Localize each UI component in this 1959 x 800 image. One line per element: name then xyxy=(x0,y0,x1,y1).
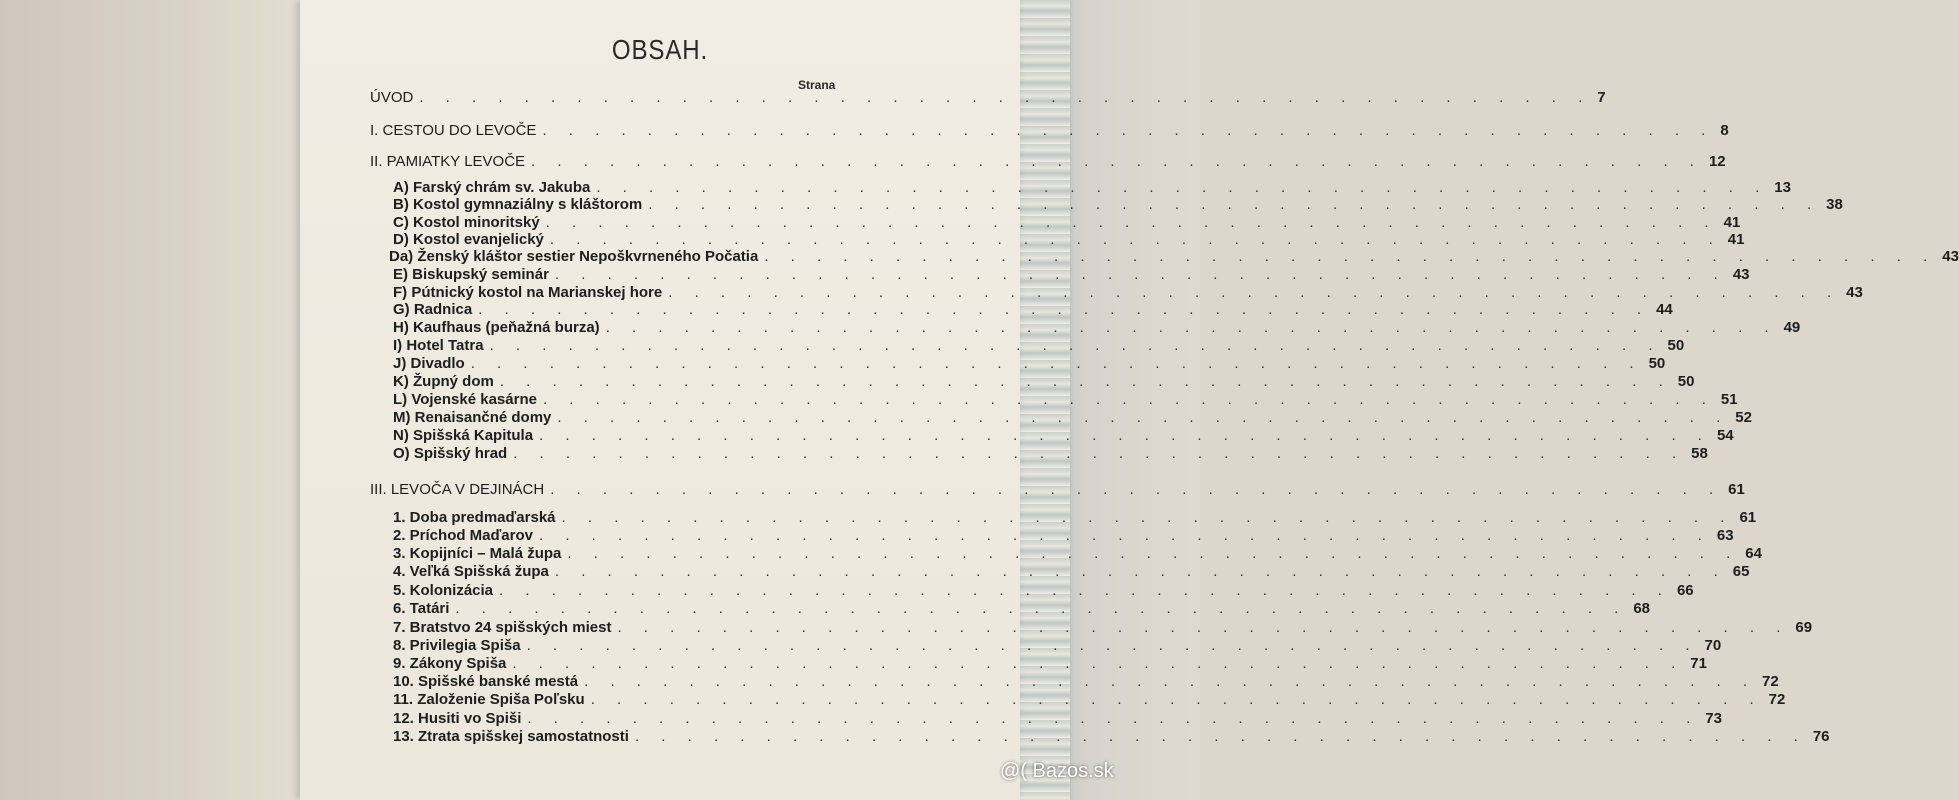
toc-page-number: 64 xyxy=(1745,545,1762,562)
toc-section-row xyxy=(370,153,1726,171)
toc-page-number: 69 xyxy=(1795,619,1813,636)
leader-dots: . . . . . . . . . . . . . . . . . . . . . . . . . . . . . . . . . . . . . . . . . . . . . xyxy=(764,248,1937,265)
toc-page-number: 63 xyxy=(1716,527,1734,544)
leader-dots: . . . . . . . . . . . . . . . . . . . . . . . . . . . . . . . . . . . . . . . . . . . . . xyxy=(499,582,1671,599)
leader-dots: . . . . . . . . . . . . . . . . . . . . . . . . . . . . . . . . . . . . . . . . . . . . . xyxy=(550,481,1723,498)
leader-dots: . . . . . . . . . . . . . . . . . . . . . . . . . . . . . . . . . . . . . . . . . . . . . xyxy=(561,509,1734,526)
toc-entry-row xyxy=(393,545,1762,563)
leader-dots: . . . . . . . . . . . . . . . . . . . . . . . . . . . . . . . . . . . . . . . . . . . . . xyxy=(605,319,1778,336)
leader-dots: . . . . . . . . . . . . . . . . . . . . . . . . . . . . . . . . . . . . . . . . . . . . . xyxy=(419,89,1592,106)
toc-page-number: 7 xyxy=(1597,89,1606,106)
toc-entry-row xyxy=(393,196,1843,214)
toc-entry-title: 3. Kopijníci – Malá župa xyxy=(393,545,562,562)
toc-entry-row xyxy=(393,337,1685,355)
leader-dots: . . . . . . . . . . . . . . . . . . . . . . . . . . . . . . . . . . . . . . . . . . . . . xyxy=(590,691,1763,708)
toc-entry-row xyxy=(393,231,1745,249)
leader-dots: . . . . . . . . . . . . . . . . . . . . . . . . . . . . . . . . . . . . . . . . . . . . . xyxy=(557,409,1730,426)
toc-entry-row xyxy=(393,179,1791,197)
toc-entry-row xyxy=(393,710,1722,728)
toc-page-number: 66 xyxy=(1676,582,1694,599)
toc-page-number: 72 xyxy=(1768,691,1786,708)
toc-entry-title: L) Vojenské kasárne xyxy=(393,391,537,408)
leader-dots: . . . . . . . . . . . . . . . . . . . . . . . . . . . . . . . . . . . . . . . . . . . . . xyxy=(648,196,1821,213)
toc-page-number: 51 xyxy=(1720,391,1738,408)
page-title: OBSAH. xyxy=(611,34,709,65)
leader-dots: . . . . . . . . . . . . . . . . . . . . . . . . . . . . . . . . . . . . . . . . . . . . . xyxy=(455,600,1628,617)
toc-entry-title: K) Župný dom xyxy=(393,373,494,390)
toc-entry-title: G) Radnica xyxy=(393,301,473,318)
leader-dots: . . . . . . . . . . . . . . . . . . . . . . . . . . . . . . . . . . . . . . . . . . . . . xyxy=(512,655,1685,672)
leader-dots: . . . . . . . . . . . . . . . . . . . . . . . . . . . . . . . . . . . . . . . . . . . . . xyxy=(542,391,1715,408)
toc-entry-title: A) Farský chrám sv. Jakuba xyxy=(393,179,591,196)
toc-entry-title: 2. Príchod Maďarov xyxy=(393,527,533,544)
toc-entry-title: H) Kaufhaus (peňažná burza) xyxy=(393,319,600,336)
toc-entry-row xyxy=(393,355,1666,373)
toc-entry-title: J) Divadlo xyxy=(393,355,465,372)
toc-entry-row xyxy=(393,728,1830,746)
toc-entry-row xyxy=(393,445,1708,463)
toc-entry-title: 1. Doba predmaďarská xyxy=(393,509,556,526)
toc-page-number: 76 xyxy=(1812,728,1830,745)
watermark: @( Bazos.sk xyxy=(1000,760,1114,782)
left-page xyxy=(0,0,300,800)
leader-dots: . . . . . . . . . . . . . . . . . . . . . . . . . . . . . . . . . . . . . . . . . . . . . xyxy=(542,122,1715,139)
toc-section-row xyxy=(370,122,1729,140)
leader-dots: . . . . . . . . . . . . . . . . . . . . . . . . . . . . . . . . . . . . . . . . . . . . . xyxy=(478,301,1651,318)
toc-page-number: 52 xyxy=(1735,409,1752,426)
leader-dots: . . . . . . . . . . . . . . . . . . . . . . . . . . . . . . . . . . . . . . . . . . . . . xyxy=(527,710,1700,727)
toc-entry-title: I. CESTOU DO LEVOČE xyxy=(370,122,537,139)
toc-entry-title: M) Renaisančné domy xyxy=(393,409,552,426)
toc-entry-row xyxy=(393,391,1738,409)
toc-section-row xyxy=(370,89,1606,107)
toc-page-number: 8 xyxy=(1720,122,1729,139)
toc-page-number: 44 xyxy=(1656,301,1673,318)
toc-entry-row xyxy=(393,266,1750,284)
toc-entry-row xyxy=(393,427,1734,445)
leader-dots: . . . . . . . . . . . . . . . . . . . . . . . . . . . . . . . . . . . . . . . . . . . . . xyxy=(526,637,1699,654)
page-column-header: Strana xyxy=(798,78,836,92)
toc-entry-row xyxy=(393,655,1707,673)
toc-page-number: 73 xyxy=(1705,710,1722,727)
toc-entry-row xyxy=(393,373,1695,391)
leader-dots: . . . . . . . . . . . . . . . . . . . . . . . . . . . . . . . . . . . . . . . . . . . . . xyxy=(596,179,1769,196)
toc-entry-title: I) Hotel Tatra xyxy=(393,337,484,354)
toc-entry-title: 9. Zákony Spiša xyxy=(393,655,507,672)
toc-page-number: 50 xyxy=(1648,355,1666,372)
toc-page-number: 43 xyxy=(1846,284,1863,301)
toc-page-number: 54 xyxy=(1716,427,1734,444)
toc-entry-title: O) Spišský hrad xyxy=(393,445,508,462)
toc-page-number: 71 xyxy=(1690,655,1707,672)
toc-entry-row xyxy=(393,409,1752,427)
toc-page-number: 43 xyxy=(1942,248,1959,265)
toc-entry-row xyxy=(393,319,1801,337)
toc-entry-title: N) Spišská Kapitula xyxy=(393,427,534,444)
toc-page-number: 70 xyxy=(1704,637,1722,654)
leader-dots: . . . . . . . . . . . . . . . . . . . . . . . . . . . . . . . . . . . . . . . . . . . . . xyxy=(545,214,1718,231)
leader-dots: . . . . . . . . . . . . . . . . . . . . . . . . . . . . . . . . . . . . . . . . . . . . . xyxy=(539,527,1711,544)
leader-dots: . . . . . . . . . . . . . . . . . . . . . . . . . . . . . . . . . . . . . . . . . . . . . xyxy=(513,445,1686,462)
leader-dots: . . . . . . . . . . . . . . . . . . . . . . . . . . . . . . . . . . . . . . . . . . . . . xyxy=(634,728,1807,745)
toc-entry-title: D) Kostol evanjelický xyxy=(393,231,544,248)
leader-dots: . . . . . . . . . . . . . . . . . . . . . . . . . . . . . . . . . . . . . . . . . . . . . xyxy=(584,673,1757,690)
toc-entry-row xyxy=(393,637,1722,655)
toc-entry-title: E) Biskupský seminár xyxy=(393,266,549,283)
toc-entry-row xyxy=(393,509,1757,527)
leader-dots: . . . . . . . . . . . . . . . . . . . . . . . . . . . . . . . . . . . . . . . . . . . . . xyxy=(554,266,1727,283)
toc-entry-row xyxy=(393,582,1694,600)
leader-dots: . . . . . . . . . . . . . . . . . . . . . . . . . . . . . . . . . . . . . . . . . . . . . xyxy=(499,373,1672,390)
toc-entry-title: 6. Tatári xyxy=(393,600,450,617)
toc-entry-title: B) Kostol gymnaziálny s kláštorom xyxy=(393,196,643,213)
toc-entry-row xyxy=(393,600,1651,618)
leader-dots: . . . . . . . . . . . . . . . . . . . . . . . . . . . . . . . . . . . . . . . . . . . . . xyxy=(539,427,1711,444)
toc-entry-row xyxy=(393,619,1813,637)
toc-entry-title: 13. Ztrata spišskej samostatnosti xyxy=(393,728,629,745)
toc-page-number: 58 xyxy=(1691,445,1708,462)
toc-entry-title: F) Pútnický kostol na Marianskej hore xyxy=(393,284,663,301)
leader-dots: . . . . . . . . . . . . . . . . . . . . . . . . . . . . . . . . . . . . . . . . . . . . . xyxy=(567,545,1740,562)
toc-page-number: 38 xyxy=(1826,196,1843,213)
toc-page-number: 41 xyxy=(1723,214,1741,231)
leader-dots: . . . . . . . . . . . . . . . . . . . . . . . . . . . . . . . . . . . . . . . . . . . . . xyxy=(668,284,1841,301)
toc-page-number: 12 xyxy=(1708,153,1726,170)
leader-dots: . . . . . . . . . . . . . . . . . . . . . . . . . . . . . . . . . . . . . . . . . . . . . xyxy=(470,355,1643,372)
toc-entry-title: ÚVOD xyxy=(370,89,414,106)
toc-page-number: 41 xyxy=(1727,231,1745,248)
toc-section-row xyxy=(370,481,1745,499)
toc-page-number: 13 xyxy=(1774,179,1791,196)
toc-entry-row xyxy=(393,284,1863,302)
toc-entry-row xyxy=(393,673,1779,691)
toc-page-number: 68 xyxy=(1633,600,1651,617)
toc-entry-row xyxy=(393,691,1786,709)
toc-entry-row xyxy=(393,563,1750,581)
toc-entry-title: II. PAMIATKY LEVOČE xyxy=(370,153,526,170)
toc-entry-title: C) Kostol minoritský xyxy=(393,214,540,231)
toc-entry-title: 12. Husiti vo Spiši xyxy=(393,710,522,727)
toc-entry-title: 8. Privilegia Spiša xyxy=(393,637,521,654)
leader-dots: . . . . . . . . . . . . . . . . . . . . . . . . . . . . . . . . . . . . . . . . . . . . . xyxy=(489,337,1662,354)
toc-entry-row xyxy=(389,248,1959,266)
toc-entry-row xyxy=(393,301,1673,319)
toc-page-number: 49 xyxy=(1783,319,1801,336)
leader-dots: . . . . . . . . . . . . . . . . . . . . . . . . . . . . . . . . . . . . . . . . . . . . . xyxy=(549,231,1722,248)
toc-page-number: 61 xyxy=(1739,509,1757,526)
toc-entry-title: 4. Veľká Spišská župa xyxy=(393,563,549,580)
leader-dots: . . . . . . . . . . . . . . . . . . . . . . . . . . . . . . . . . . . . . . . . . . . . . xyxy=(531,153,1703,170)
toc-entry-row xyxy=(393,527,1734,545)
toc-entry-row xyxy=(393,214,1741,232)
toc-page-number: 65 xyxy=(1732,563,1750,580)
toc-entry-title: 7. Bratstvo 24 spišských miest xyxy=(393,619,612,636)
toc-entry-title: 10. Spišské banské mestá xyxy=(393,673,579,690)
toc-entry-title: III. LEVOČA V DEJINÁCH xyxy=(370,481,545,498)
toc-entry-title: Da) Ženský kláštor sestier Nepoškvrneného Počatia xyxy=(389,248,759,265)
toc-page-number: 72 xyxy=(1762,673,1779,690)
toc-entry-title: 11. Založenie Spiša Poľsku xyxy=(393,691,585,708)
toc-page-number: 50 xyxy=(1667,337,1685,354)
toc-page-number: 61 xyxy=(1728,481,1745,498)
leader-dots: . . . . . . . . . . . . . . . . . . . . . . . . . . . . . . . . . . . . . . . . . . . . . xyxy=(617,619,1790,636)
toc-page-number: 43 xyxy=(1732,266,1750,283)
leader-dots: . . . . . . . . . . . . . . . . . . . . . . . . . . . . . . . . . . . . . . . . . . . . . xyxy=(554,563,1727,580)
toc-entry-title: 5. Kolonizácia xyxy=(393,582,494,599)
toc-page-number: 50 xyxy=(1677,373,1695,390)
